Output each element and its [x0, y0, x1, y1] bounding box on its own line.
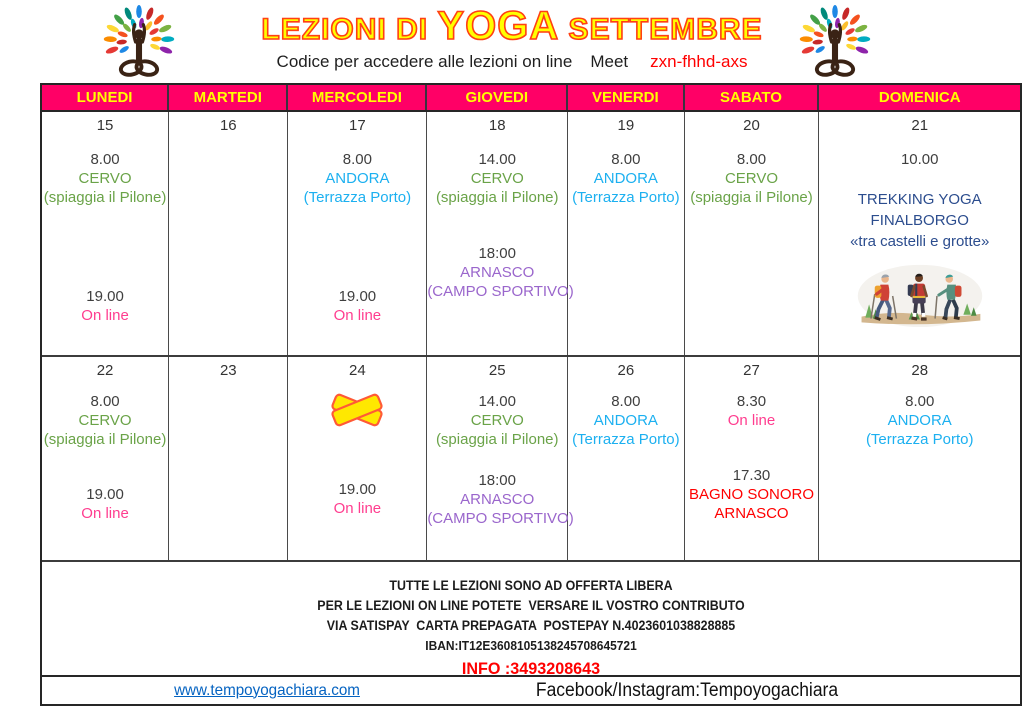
day-cell-19: [568, 112, 684, 355]
event-block: [427, 150, 567, 207]
event-line: CERVO: [470, 412, 524, 429]
event-line: 8.00: [90, 393, 120, 410]
event-line: 19.00: [86, 288, 124, 305]
event-line: CERVO: [78, 170, 132, 187]
day-cell-18: [427, 112, 574, 355]
day-cell-26: [568, 357, 684, 560]
event-block: [685, 150, 819, 207]
day-number: 19: [617, 117, 635, 134]
event-line: ANDORA: [593, 412, 658, 429]
event-line: 8.00: [90, 151, 120, 168]
event-line: TREKKING YOGA: [857, 191, 982, 208]
event-line: 18:00: [478, 245, 516, 262]
week-row-1: [42, 357, 1020, 562]
event-line: On line: [727, 412, 776, 429]
day-cell-28: [819, 357, 1019, 560]
event-block: [427, 471, 574, 528]
event-block: [685, 392, 819, 430]
event-line: 14.00: [478, 393, 516, 410]
event-line: (Terrazza Porto): [572, 189, 680, 206]
day-cell-23: [169, 357, 288, 560]
event-line: (CAMPO SPORTIVO): [427, 283, 574, 300]
subtitle-text: Codice per accedere alle lezioni on line: [276, 52, 573, 71]
event-line: On line: [333, 307, 382, 324]
event-line: 19.00: [338, 481, 377, 498]
footer-info-phone: INFO :3493208643: [461, 659, 601, 678]
meet-code: zxn-fhhd-axs: [650, 52, 748, 71]
weekday-header-lunedi: LUNEDI: [42, 85, 169, 110]
yoga-tree-logo-right-icon: [786, 2, 884, 87]
event-line: ANDORA: [325, 170, 390, 187]
weekday-header-martedi: MARTEDI: [169, 85, 288, 110]
day-number: 22: [96, 362, 114, 379]
footer-iban: IBAN:IT12E3608105138245708645721: [425, 638, 637, 653]
day-cell-15: [42, 112, 169, 355]
weekday-header-venerdi: VENERDI: [568, 85, 684, 110]
event-line: ARNASCO: [460, 491, 535, 508]
event-block: [288, 287, 426, 325]
event-line: (Terrazza Porto): [303, 189, 412, 206]
title-part-2: YOGA: [437, 4, 560, 48]
title-part-3: SETTEMBRE: [559, 13, 763, 46]
event-line: (spiaggia il Pilone): [435, 431, 559, 448]
event-block: [42, 392, 168, 449]
event-line: «tra castelli e grotte»: [850, 233, 990, 250]
event-line: 10.00: [900, 151, 939, 168]
event-line: On line: [333, 500, 382, 517]
event-line: 8.00: [342, 151, 372, 168]
event-block: [288, 480, 426, 518]
event-line: 8.00: [611, 151, 641, 168]
event-line: BAGNO SONORO: [688, 486, 814, 503]
event-line: On line: [81, 505, 129, 522]
event-block: [685, 466, 819, 523]
title-part-1: LEZIONI DI: [261, 13, 438, 46]
event-block: [42, 287, 168, 325]
bottom-bar: [42, 677, 1020, 704]
event-line: (CAMPO SPORTIVO): [427, 510, 574, 527]
event-line: ANDORA: [593, 170, 658, 187]
day-cell-16: [169, 112, 288, 355]
day-cell-27: [685, 357, 820, 560]
day-number: 26: [617, 362, 635, 379]
event-line: 14.00: [478, 151, 516, 168]
event-line: (spiaggia il Pilone): [43, 189, 167, 206]
day-number: 27: [743, 362, 760, 379]
day-cell-22: [42, 357, 169, 560]
event-line: (spiaggia il Pilone): [690, 189, 813, 206]
event-line: 8.00: [905, 393, 935, 410]
weekday-header-sabato: SABATO: [685, 85, 820, 110]
day-number: 25: [488, 362, 506, 379]
event-line: 18:00: [478, 472, 516, 489]
day-number: 18: [488, 117, 506, 134]
day-number: 24: [349, 362, 366, 379]
event-block: [288, 150, 426, 207]
event-line: 17.30: [732, 467, 771, 484]
event-line: 19.00: [338, 288, 377, 305]
event-block: [819, 189, 1019, 252]
day-number: 17: [349, 117, 366, 134]
event-line: CERVO: [78, 412, 132, 429]
calendar-body: [42, 112, 1020, 562]
event-line: ANDORA: [887, 412, 952, 429]
event-block: [819, 392, 1019, 449]
day-number: 20: [743, 117, 760, 134]
event-line: ARNASCO: [460, 264, 535, 281]
event-line: 8.30: [736, 393, 767, 410]
footer-line: VIA SATISPAY CARTA PREPAGATA POSTEPAY N.4023601038828885: [326, 618, 736, 633]
week-row-0: [42, 112, 1020, 357]
event-line: (spiaggia il Pilone): [43, 431, 167, 448]
meet-label: Meet: [590, 52, 629, 71]
event-line: 8.00: [611, 393, 641, 410]
day-cell-25: [427, 357, 574, 560]
event-line: FINALBORGO: [870, 212, 969, 229]
weekday-header-row: [42, 85, 1020, 112]
day-number: 21: [911, 117, 929, 134]
cancelled-x-icon: [288, 388, 426, 432]
day-cell-24: [288, 357, 427, 560]
hikers-illustration: [819, 260, 1019, 330]
weekday-header-domenica: DOMENICA: [878, 89, 961, 106]
footer-line: TUTTE LE LEZIONI SONO AD OFFERTA LIBERA: [389, 578, 673, 593]
social-handles: Facebook/Instagram:Tempoyogachiara: [536, 679, 839, 701]
event-line: (spiaggia il Pilone): [435, 189, 559, 206]
event-block: [42, 485, 168, 523]
event-line: 8.00: [736, 151, 767, 168]
day-number: 23: [219, 362, 237, 379]
weekday-header-giovedi: GIOVEDI: [427, 85, 568, 110]
page-title: [261, 4, 762, 49]
day-number: 28: [911, 362, 929, 379]
day-cell-21: [819, 112, 1019, 355]
calendar-table: [40, 83, 1022, 706]
event-line: ARNASCO: [714, 505, 789, 522]
event-block: [42, 150, 168, 207]
website-link[interactable]: www.tempoyogachiara.com: [174, 681, 360, 699]
day-number: 15: [96, 117, 114, 134]
event-block: [427, 392, 567, 449]
event-line: On line: [81, 307, 129, 324]
event-block: [427, 244, 574, 301]
day-number: 16: [219, 117, 237, 134]
footer-line: PER LE LEZIONI ON LINE POTETE VERSARE IL VOSTRO CONTRIBUTO: [317, 598, 745, 613]
day-cell-20: [685, 112, 820, 355]
day-cell-17: [288, 112, 427, 355]
footer-info: [42, 562, 1020, 677]
event-line: CERVO: [470, 170, 524, 187]
event-block: [568, 150, 683, 207]
event-block: [568, 392, 683, 449]
weekday-header-mercoledi: MERCOLEDI: [288, 85, 427, 110]
event-line: (Terrazza Porto): [572, 431, 680, 448]
event-line: (Terrazza Porto): [865, 431, 974, 448]
subtitle: [277, 52, 748, 72]
event-line: 19.00: [86, 486, 124, 503]
event-block: [819, 150, 1019, 169]
event-line: CERVO: [724, 170, 779, 187]
yoga-tree-logo-left-icon: [90, 2, 188, 87]
